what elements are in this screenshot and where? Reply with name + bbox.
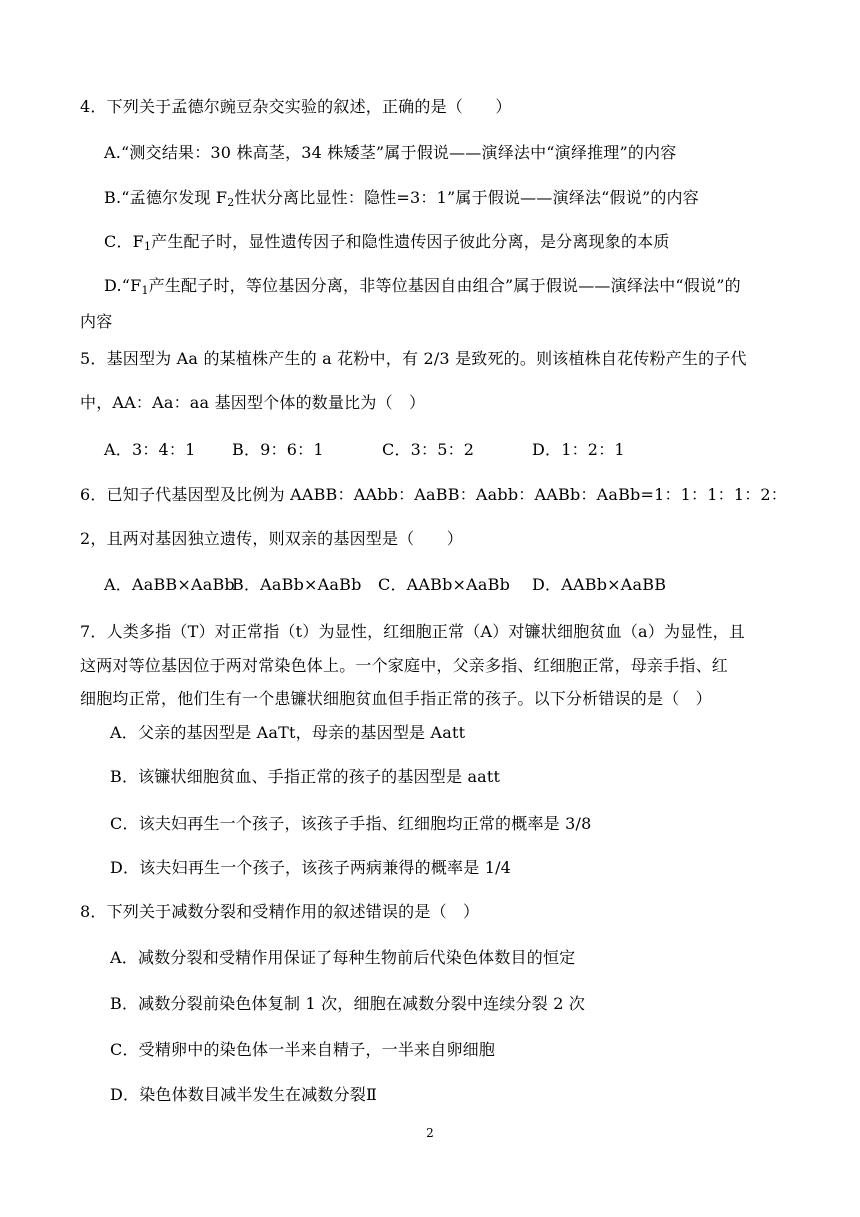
q7-option-b: B．该镰状细胞贫血、手指正常的孩子的基因型是 aatt [110,767,501,786]
q6-stem-2: 2，且两对基因独立遗传，则双亲的基因型是（ ） [80,529,463,548]
q5-options [104,440,625,460]
q4-option-b-sub: 2 [227,196,235,209]
q5-stem-2: 中，AA：Aa：aa 基因型个体的数量比为（ ） [80,393,426,412]
q4-option-d [104,276,741,296]
q5-option-d: D．1：2：1 [532,440,625,459]
q4-option-b-post: 性状分离比显性：隐性=3：1”属于假说——演绎法“假说”的内容 [234,188,699,207]
q4-option-b-pre: B.“孟德尔发现 F [104,188,228,207]
q5-option-a: A．3：4：1 [104,440,196,459]
q5-option-b: B．9：6：1 [232,440,324,459]
q4-option-d-cont: 内容 [80,312,113,331]
page-number: 2 [426,1126,434,1140]
q5-stem-1: 5．基因型为 Aa 的某植株产生的 a 花粉中，有 2/3 是致死的。则该植株自花传粉产生的子代 [80,349,747,368]
q5-option-c: C．3：5：2 [382,440,475,459]
q8-option-d: D．染色体数目减半发生在减数分裂Ⅱ [110,1085,378,1104]
q7-stem-1: 7．人类多指（T）对正常指（t）为显性，红细胞正常（A）对镰状细胞贫血（a）为显性，且 [80,622,745,641]
q4-option-d-pre: D.“F [104,276,142,295]
q6-option-a: A．AaBB×AaBb [104,575,235,594]
q7-stem-3: 细胞均正常，他们生有一个患镰状细胞贫血但手指正常的孩子。以下分析错误的是（ ） [80,689,712,708]
q4-stem: 4．下列关于孟德尔豌豆杂交实验的叙述，正确的是（ ） [80,97,512,116]
q6-stem-1: 6．已知子代基因型及比例为 AABB：AAbb：AaBB：Aabb：AABb：AaBb=1：1：1：1：2： [80,485,787,504]
q6-options [104,575,666,595]
q8-option-a: A．减数分裂和受精作用保证了每种生物前后代染色体数目的恒定 [110,948,576,967]
q4-option-c [104,232,670,252]
q4-option-d-post: 产生配子时，等位基因分离，非等位基因自由组合”属于假说——演绎法中“假说”的 [148,276,741,295]
q6-option-b: B．AaBb×AaBb [232,575,362,594]
q8-stem: 8．下列关于减数分裂和受精作用的叙述错误的是（ ） [80,902,480,921]
q4-option-d-sub: 1 [141,284,149,297]
q4-option-c-pre: C．F [104,232,144,251]
q7-option-c: C．该夫妇再生一个孩子，该孩子手指、红细胞均正常的概率是 3/8 [110,814,592,833]
q4-option-c-sub: 1 [143,240,152,253]
q7-option-d: D．该夫妇再生一个孩子，该孩子两病兼得的概率是 1/4 [110,858,512,877]
q4-option-c-post: 产生配子时，显性遗传因子和隐性遗传因子彼此分离，是分离现象的本质 [151,232,670,251]
q8-option-c: C．受精卵中的染色体一半来自精子，一半来自卵细胞 [110,1040,496,1059]
q7-option-a: A．父亲的基因型是 AaTt，母亲的基因型是 Aatt [110,723,466,742]
q6-option-c: C．AABb×AaBb [378,575,511,594]
q8-option-b: B．减数分裂前染色体复制 1 次，细胞在减数分裂中连续分裂 2 次 [110,994,586,1013]
q4-option-a: A.“测交结果：30 株高茎，34 株矮茎”属于假说——演绎法中“演绎推理”的内容 [104,143,677,162]
q4-option-b [104,188,699,208]
q6-option-d: D．AABb×AaBB [532,575,667,594]
q7-stem-2: 这两对等位基因位于两对常染色体上。一个家庭中，父亲多指、红细胞正常，母亲手指、红 [80,656,729,675]
